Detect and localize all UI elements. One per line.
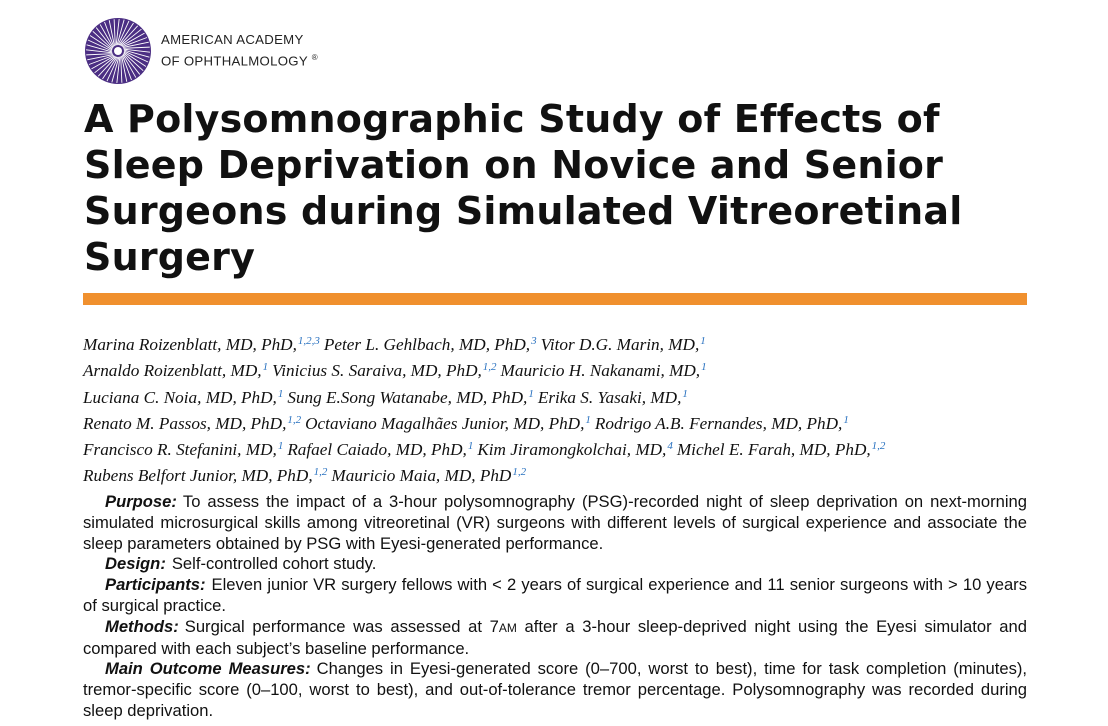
abstract-outcomes [83, 659, 1027, 721]
participants-text: Eleven junior VR surgery fellows with < 2 years of surgical experience and 11 senior surgeons with > 10 years of surgical practice. [83, 575, 1027, 615]
affiliation-marker[interactable]: 1 [528, 387, 534, 400]
author-name: Michel E. Farah, MD, PhD, [676, 440, 871, 460]
affiliation-marker[interactable]: 1 [700, 335, 706, 347]
methods-text: Surgical performance was assessed at 7 [184, 616, 499, 636]
title-line: Surgeons during Simulated Vitreoretinal [84, 189, 963, 233]
abstract [83, 492, 1027, 722]
affiliation-marker[interactable]: 1,2 [287, 413, 302, 426]
author-name: Rodrigo A.B. Fernandes, MD, PhD, [594, 413, 843, 433]
abstract-design [83, 554, 1027, 575]
affiliation-marker[interactable]: 1,2 [512, 466, 527, 479]
author-name: Peter L. Gehlbach, MD, PhD, [323, 335, 531, 354]
methods-text-cont: after a 3-hour sleep-deprived night using the Eyesi simulator and compared with each subject’s baseline performance. [83, 616, 1027, 658]
author-name: Renato M. Passos, MD, PhD, [83, 413, 287, 433]
methods-label: Methods: [105, 616, 179, 636]
article-title [84, 96, 1004, 280]
outcomes-text: Changes in Eyesi-generated score (0–700, worst to best), time for task completion (minutes), tremor-specific score (0–100, worst to best), and out-of-tolerance tremor percentage. Polysomnography was recorded during sleep deprivation. [83, 659, 1028, 720]
author-name: Erika S. Yasaki, MD, [537, 387, 682, 407]
author-line [83, 435, 1043, 461]
title-line: A Polysomnographic Study of Effects of [84, 97, 940, 141]
author-name: Marina Roizenblatt, MD, PhD, [83, 335, 297, 354]
publisher-line-2-text: OF OPHTHALMOLOGY [161, 53, 308, 69]
author-name: Kim Jiramongkolchai, MD, [477, 440, 667, 460]
affiliation-marker[interactable]: 1 [701, 361, 707, 374]
abstract-participants [83, 575, 1027, 617]
affiliation-marker[interactable]: 1 [277, 440, 284, 453]
affiliation-marker[interactable]: 1 [277, 387, 284, 400]
journal-publisher [161, 31, 318, 70]
author-name: Arnaldo Roizenblatt, MD, [83, 361, 262, 381]
author-name: Mauricio Maia, MD, PhD [331, 466, 512, 486]
design-label: Design: [105, 554, 166, 574]
author-name: Rafael Caiado, MD, PhD, [287, 440, 467, 460]
author-line [83, 383, 1043, 409]
affiliation-marker[interactable]: 3 [531, 335, 537, 347]
registered-mark: ® [311, 53, 318, 62]
outcomes-label: Main Outcome Measures: [105, 659, 311, 679]
author-name: Francisco R. Stefanini, MD, [83, 440, 277, 460]
affiliation-marker[interactable]: 4 [667, 440, 673, 453]
affiliation-marker[interactable]: 1 [262, 361, 269, 374]
aao-logo-icon [83, 16, 153, 86]
purpose-label: Purpose: [105, 492, 177, 511]
title-line: Surgery [84, 235, 256, 279]
affiliation-marker[interactable]: 1 [585, 413, 591, 426]
publisher-line-1: AMERICAN ACADEMY [161, 32, 304, 47]
author-name: Mauricio H. Nakanami, MD, [500, 361, 701, 381]
methods-am: AM [498, 620, 517, 635]
author-line [83, 409, 1043, 435]
author-name: Octaviano Magalhães Junior, MD, PhD, [305, 413, 585, 433]
author-name: Rubens Belfort Junior, MD, PhD, [83, 466, 313, 486]
author-name: Luciana C. Noia, MD, PhD, [83, 387, 277, 407]
title-divider [83, 293, 1027, 305]
affiliation-marker[interactable]: 1 [682, 387, 688, 400]
affiliation-marker[interactable]: 1,2 [871, 440, 886, 453]
publisher-line-2 [161, 49, 318, 70]
title-line: Sleep Deprivation on Novice and Senior [84, 143, 944, 187]
abstract-methods [83, 617, 1027, 660]
author-name: Sung E.Song Watanabe, MD, PhD, [287, 387, 528, 407]
author-name: Vinicius S. Saraiva, MD, PhD, [272, 361, 482, 381]
purpose-text: To assess the impact of a 3-hour polysomnography (PSG)-recorded night of sleep deprivation on next-morning simulated microsurgical skills among vitreoretinal (VR) surgeons with different levels of surgical experience and associate the sleep parameters obtained by PSG with Eyesi-generated performance. [83, 492, 1027, 553]
affiliation-marker[interactable]: 1 [843, 413, 849, 426]
affiliation-marker[interactable]: 1,2 [313, 466, 328, 479]
design-text: Self-controlled cohort study. [171, 554, 377, 574]
author-name: Vitor D.G. Marin, MD, [540, 335, 700, 354]
abstract-purpose [83, 492, 1027, 554]
author-line [83, 330, 1043, 356]
author-list [83, 330, 1043, 488]
participants-label: Participants: [105, 575, 206, 595]
author-line [83, 356, 1043, 382]
affiliation-marker[interactable]: 1,2,3 [297, 335, 320, 347]
affiliation-marker[interactable]: 1,2 [482, 361, 497, 374]
logo-center [114, 47, 122, 55]
author-line [83, 461, 1043, 487]
affiliation-marker[interactable]: 1 [467, 440, 474, 453]
